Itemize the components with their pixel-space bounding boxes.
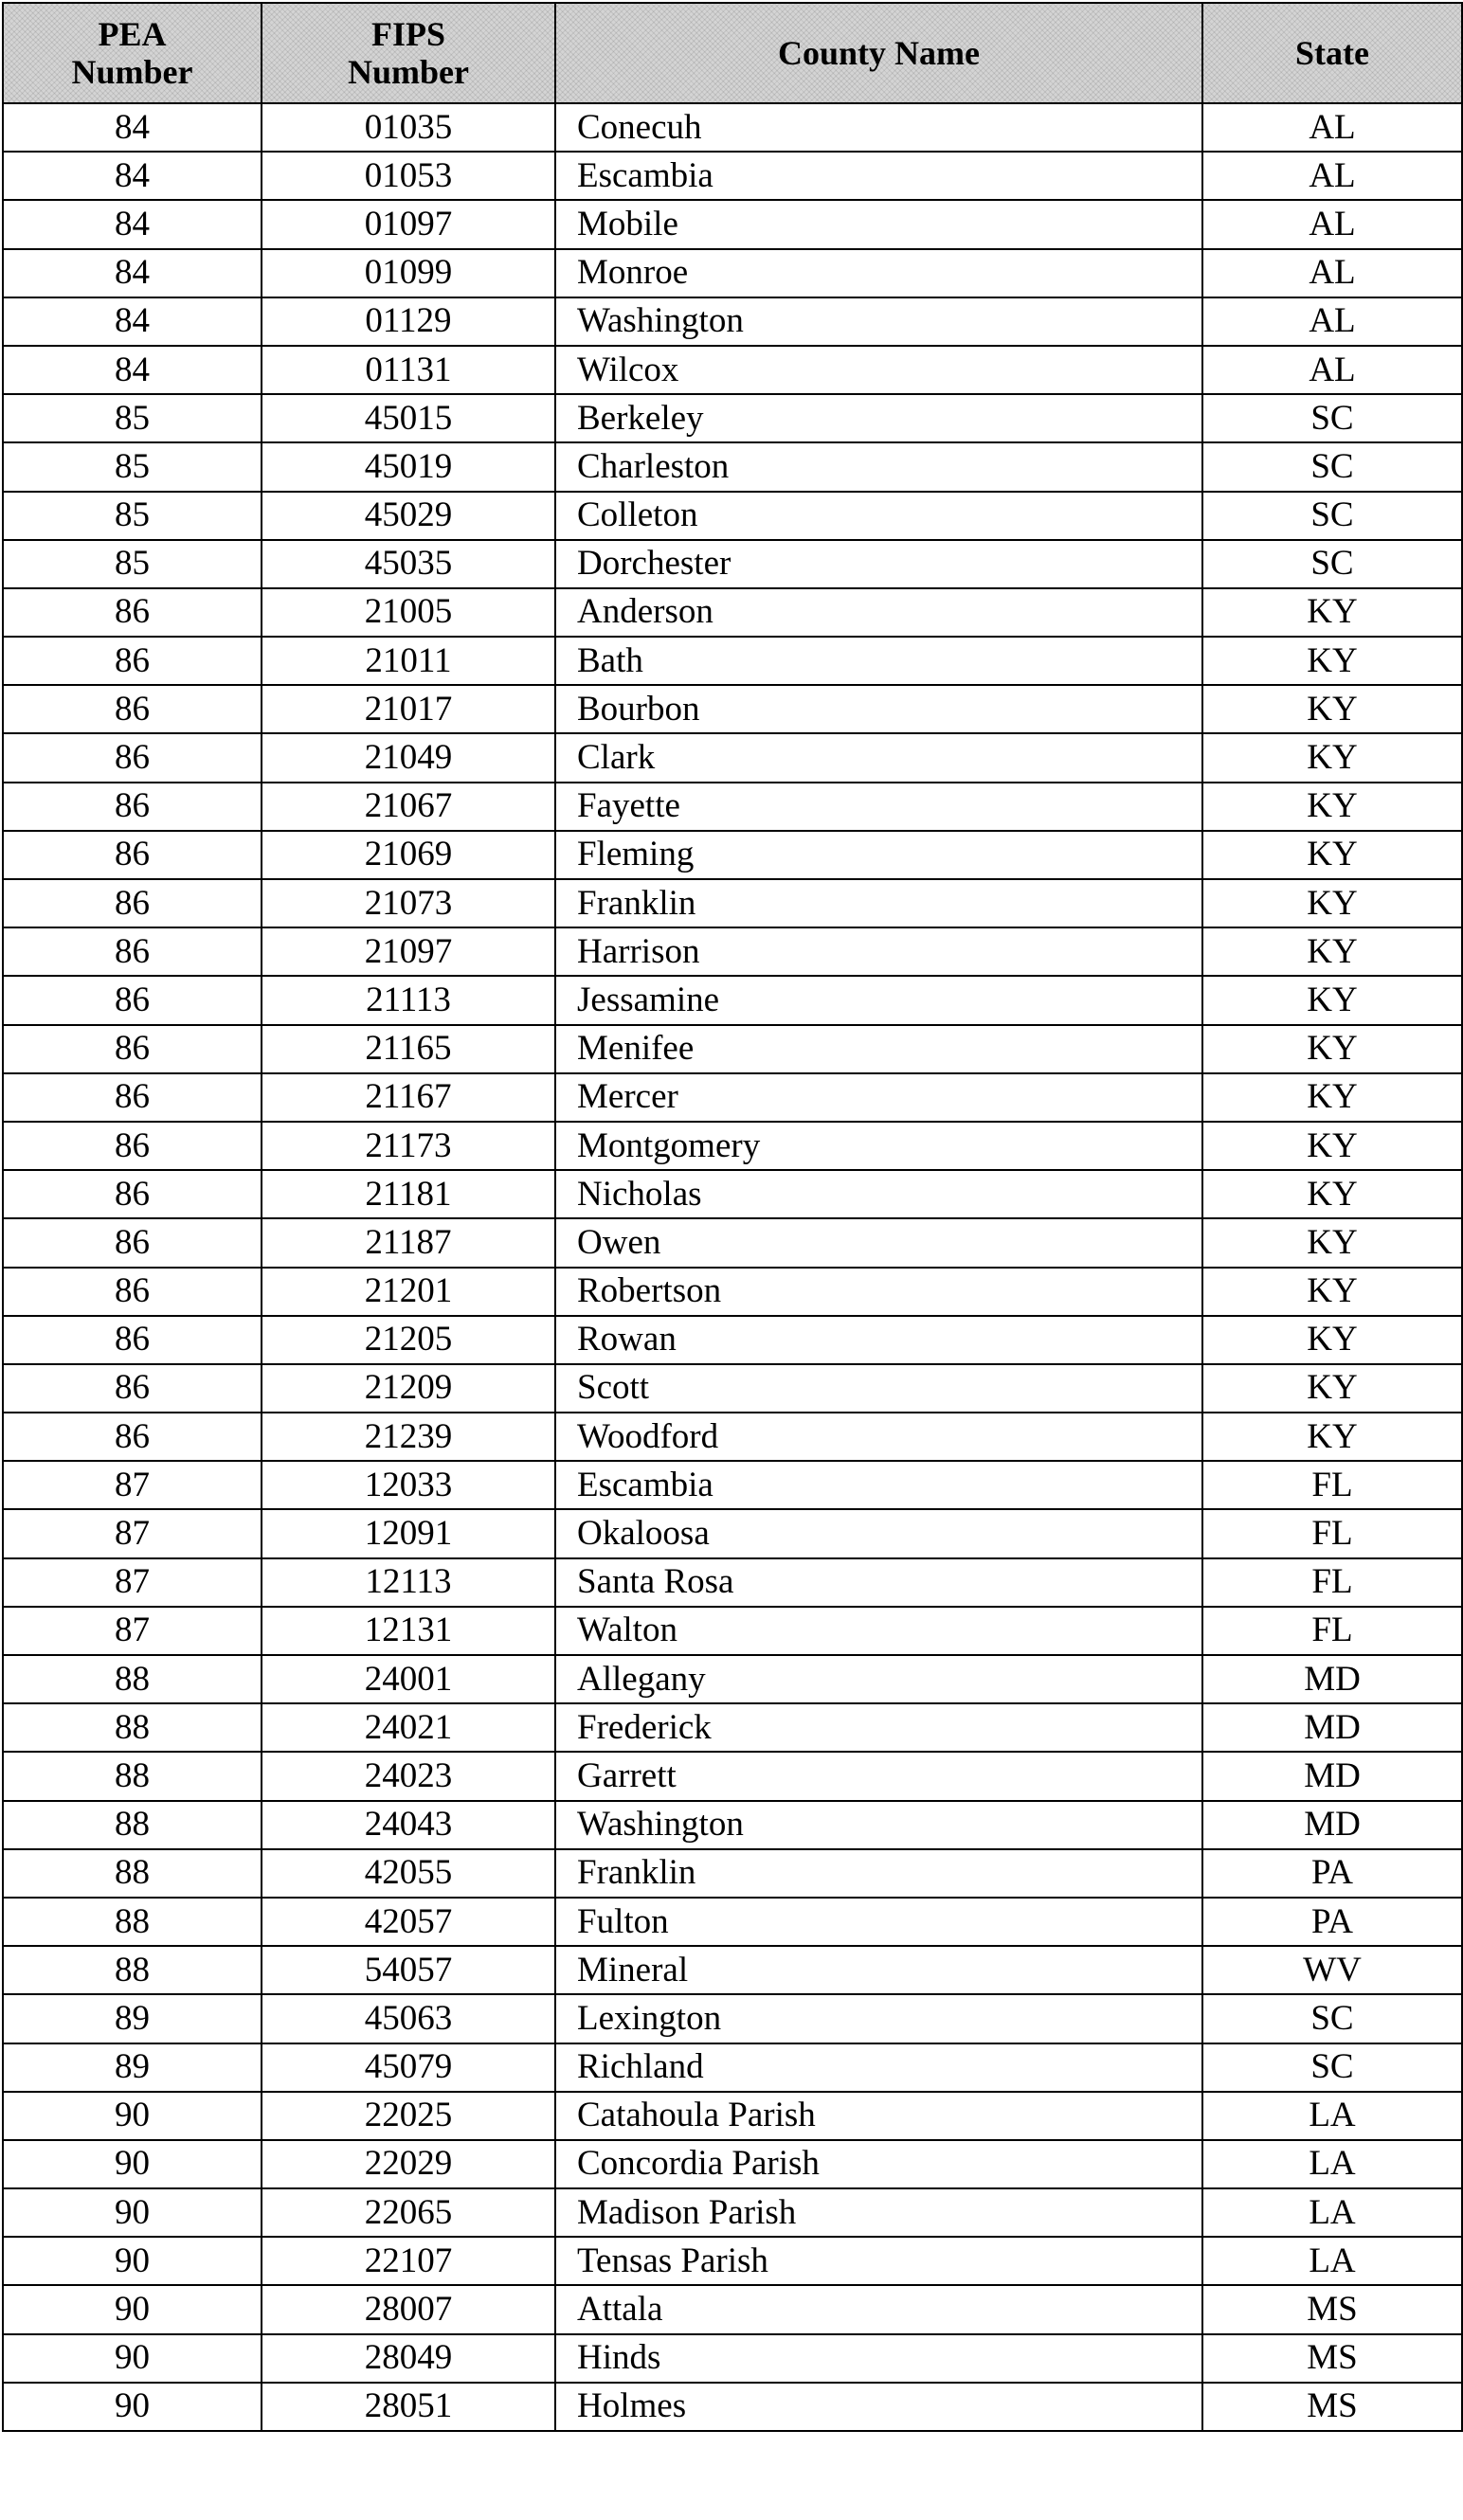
- table-row: [3, 879, 1462, 927]
- header-county-name: County Name: [555, 3, 1202, 103]
- state-cell: MD: [1202, 1801, 1462, 1849]
- state-cell: MD: [1202, 1752, 1462, 1800]
- table-row: [3, 1413, 1462, 1461]
- pea-number-cell: 84: [3, 200, 262, 248]
- county-name-cell: Okaloosa: [555, 1509, 1202, 1557]
- fips-number-cell: 21011: [262, 637, 555, 685]
- county-name-cell: Fulton: [555, 1898, 1202, 1946]
- table-row: [3, 346, 1462, 394]
- pea-number-cell: 85: [3, 540, 262, 588]
- pea-number-cell: 90: [3, 2334, 262, 2383]
- fips-number-cell: 21173: [262, 1122, 555, 1170]
- county-name-cell: Mineral: [555, 1946, 1202, 1994]
- county-name-cell: Franklin: [555, 879, 1202, 927]
- state-cell: KY: [1202, 1218, 1462, 1267]
- pea-number-cell: 84: [3, 249, 262, 297]
- fips-number-cell: 21067: [262, 783, 555, 831]
- county-name-cell: Washington: [555, 297, 1202, 346]
- pea-number-cell: 84: [3, 297, 262, 346]
- fips-number-cell: 45035: [262, 540, 555, 588]
- state-cell: FL: [1202, 1461, 1462, 1509]
- table-header: [3, 3, 1462, 103]
- county-name-cell: Escambia: [555, 152, 1202, 200]
- table-row: [3, 1607, 1462, 1655]
- fips-number-cell: 21187: [262, 1218, 555, 1267]
- fips-number-cell: 24001: [262, 1655, 555, 1703]
- fips-number-cell: 12113: [262, 1558, 555, 1607]
- state-cell: AL: [1202, 297, 1462, 346]
- fips-number-cell: 01097: [262, 200, 555, 248]
- table-row: [3, 442, 1462, 491]
- fips-number-cell: 12091: [262, 1509, 555, 1557]
- fips-number-cell: 45029: [262, 492, 555, 540]
- county-name-cell: Bath: [555, 637, 1202, 685]
- state-cell: FL: [1202, 1558, 1462, 1607]
- table-row: [3, 976, 1462, 1024]
- state-cell: PA: [1202, 1898, 1462, 1946]
- state-cell: KY: [1202, 1170, 1462, 1218]
- state-cell: SC: [1202, 394, 1462, 442]
- county-name-cell: Mobile: [555, 200, 1202, 248]
- state-cell: AL: [1202, 249, 1462, 297]
- pea-number-cell: 85: [3, 492, 262, 540]
- table-row: [3, 588, 1462, 637]
- pea-number-cell: 87: [3, 1558, 262, 1607]
- fips-number-cell: 21201: [262, 1268, 555, 1316]
- fips-number-cell: 21209: [262, 1364, 555, 1413]
- table-row: [3, 2092, 1462, 2140]
- county-name-cell: Colleton: [555, 492, 1202, 540]
- state-cell: KY: [1202, 976, 1462, 1024]
- pea-number-cell: 86: [3, 1073, 262, 1122]
- state-cell: KY: [1202, 1073, 1462, 1122]
- county-name-cell: Mercer: [555, 1073, 1202, 1122]
- county-name-cell: Rowan: [555, 1316, 1202, 1364]
- pea-number-cell: 86: [3, 783, 262, 831]
- state-cell: KY: [1202, 879, 1462, 927]
- county-name-cell: Catahoula Parish: [555, 2092, 1202, 2140]
- fips-number-cell: 01099: [262, 249, 555, 297]
- pea-number-cell: 90: [3, 2188, 262, 2237]
- state-cell: AL: [1202, 103, 1462, 152]
- county-name-cell: Dorchester: [555, 540, 1202, 588]
- state-cell: KY: [1202, 1316, 1462, 1364]
- fips-number-cell: 21167: [262, 1073, 555, 1122]
- state-cell: FL: [1202, 1509, 1462, 1557]
- county-name-cell: Wilcox: [555, 346, 1202, 394]
- fips-number-cell: 01131: [262, 346, 555, 394]
- table-row: [3, 1025, 1462, 1073]
- pea-county-table: [2, 2, 1463, 2432]
- state-cell: KY: [1202, 685, 1462, 733]
- fips-number-cell: 21049: [262, 733, 555, 782]
- county-name-cell: Berkeley: [555, 394, 1202, 442]
- county-name-cell: Franklin: [555, 1849, 1202, 1898]
- state-cell: AL: [1202, 200, 1462, 248]
- state-cell: KY: [1202, 1364, 1462, 1413]
- pea-number-cell: 86: [3, 1364, 262, 1413]
- fips-number-cell: 21113: [262, 976, 555, 1024]
- table-row: [3, 733, 1462, 782]
- pea-number-cell: 86: [3, 637, 262, 685]
- county-name-cell: Attala: [555, 2285, 1202, 2333]
- county-name-cell: Allegany: [555, 1655, 1202, 1703]
- table-row: [3, 2383, 1462, 2431]
- pea-number-cell: 86: [3, 685, 262, 733]
- table-row: [3, 1316, 1462, 1364]
- table-row: [3, 540, 1462, 588]
- table-row: [3, 394, 1462, 442]
- table-row: [3, 1268, 1462, 1316]
- state-cell: LA: [1202, 2140, 1462, 2188]
- header-pea-number: [3, 3, 262, 103]
- table-row: [3, 492, 1462, 540]
- pea-number-cell: 86: [3, 1218, 262, 1267]
- table-row: [3, 1703, 1462, 1752]
- county-name-cell: Conecuh: [555, 103, 1202, 152]
- pea-number-cell: 86: [3, 1413, 262, 1461]
- pea-number-cell: 88: [3, 1703, 262, 1752]
- state-cell: SC: [1202, 492, 1462, 540]
- pea-number-cell: 86: [3, 1122, 262, 1170]
- pea-number-cell: 86: [3, 831, 262, 879]
- pea-number-cell: 88: [3, 1946, 262, 1994]
- table-row: [3, 831, 1462, 879]
- county-name-cell: Escambia: [555, 1461, 1202, 1509]
- pea-number-cell: 88: [3, 1849, 262, 1898]
- fips-number-cell: 21005: [262, 588, 555, 637]
- fips-number-cell: 28049: [262, 2334, 555, 2383]
- county-name-cell: Montgomery: [555, 1122, 1202, 1170]
- fips-number-cell: 45079: [262, 2043, 555, 2092]
- header-fips-line1: FIPS: [370, 15, 445, 53]
- county-name-cell: Bourbon: [555, 685, 1202, 733]
- table-row: [3, 2043, 1462, 2092]
- fips-number-cell: 21097: [262, 927, 555, 976]
- county-name-cell: Anderson: [555, 588, 1202, 637]
- fips-number-cell: 45019: [262, 442, 555, 491]
- state-cell: FL: [1202, 1607, 1462, 1655]
- county-name-cell: Frederick: [555, 1703, 1202, 1752]
- county-name-cell: Garrett: [555, 1752, 1202, 1800]
- state-cell: WV: [1202, 1946, 1462, 1994]
- fips-number-cell: 22065: [262, 2188, 555, 2237]
- state-cell: SC: [1202, 540, 1462, 588]
- pea-number-cell: 90: [3, 2285, 262, 2333]
- state-cell: MD: [1202, 1655, 1462, 1703]
- table-row: [3, 1509, 1462, 1557]
- pea-number-cell: 86: [3, 588, 262, 637]
- state-cell: KY: [1202, 1268, 1462, 1316]
- state-cell: MS: [1202, 2383, 1462, 2431]
- fips-number-cell: 21017: [262, 685, 555, 733]
- county-name-cell: Hinds: [555, 2334, 1202, 2383]
- state-cell: LA: [1202, 2188, 1462, 2237]
- pea-number-cell: 86: [3, 879, 262, 927]
- state-cell: KY: [1202, 1413, 1462, 1461]
- header-fips-line2: Number: [348, 53, 469, 91]
- state-cell: KY: [1202, 783, 1462, 831]
- pea-number-cell: 86: [3, 1268, 262, 1316]
- pea-number-cell: 90: [3, 2383, 262, 2431]
- state-cell: SC: [1202, 2043, 1462, 2092]
- table-row: [3, 249, 1462, 297]
- fips-number-cell: 42057: [262, 1898, 555, 1946]
- state-cell: SC: [1202, 1994, 1462, 2043]
- state-cell: KY: [1202, 831, 1462, 879]
- state-cell: PA: [1202, 1849, 1462, 1898]
- fips-number-cell: 45063: [262, 1994, 555, 2043]
- fips-number-cell: 21165: [262, 1025, 555, 1073]
- county-name-cell: Robertson: [555, 1268, 1202, 1316]
- county-name-cell: Charleston: [555, 442, 1202, 491]
- county-name-cell: Washington: [555, 1801, 1202, 1849]
- fips-number-cell: 01129: [262, 297, 555, 346]
- table-row: [3, 1558, 1462, 1607]
- pea-number-cell: 88: [3, 1655, 262, 1703]
- table-row: [3, 2285, 1462, 2333]
- header-row: [3, 3, 1462, 103]
- pea-number-cell: 85: [3, 394, 262, 442]
- table-row: [3, 637, 1462, 685]
- pea-number-cell: 87: [3, 1607, 262, 1655]
- fips-number-cell: 21239: [262, 1413, 555, 1461]
- county-name-cell: Nicholas: [555, 1170, 1202, 1218]
- header-pea-line2: Number: [71, 53, 193, 91]
- pea-number-cell: 86: [3, 1170, 262, 1218]
- state-cell: SC: [1202, 442, 1462, 491]
- state-cell: MD: [1202, 1703, 1462, 1752]
- pea-number-cell: 90: [3, 2092, 262, 2140]
- fips-number-cell: 22029: [262, 2140, 555, 2188]
- table-row: [3, 1801, 1462, 1849]
- pea-number-cell: 86: [3, 976, 262, 1024]
- table-row: [3, 1946, 1462, 1994]
- table-row: [3, 1122, 1462, 1170]
- pea-number-cell: 89: [3, 1994, 262, 2043]
- table-row: [3, 152, 1462, 200]
- county-name-cell: Walton: [555, 1607, 1202, 1655]
- state-cell: LA: [1202, 2092, 1462, 2140]
- pea-number-cell: 88: [3, 1898, 262, 1946]
- county-name-cell: Santa Rosa: [555, 1558, 1202, 1607]
- fips-number-cell: 12131: [262, 1607, 555, 1655]
- county-name-cell: Holmes: [555, 2383, 1202, 2431]
- fips-number-cell: 12033: [262, 1461, 555, 1509]
- table-body: [3, 103, 1462, 2431]
- table-row: [3, 200, 1462, 248]
- fips-number-cell: 28051: [262, 2383, 555, 2431]
- fips-number-cell: 54057: [262, 1946, 555, 1994]
- county-name-cell: Woodford: [555, 1413, 1202, 1461]
- county-name-cell: Owen: [555, 1218, 1202, 1267]
- pea-number-cell: 90: [3, 2140, 262, 2188]
- pea-number-cell: 84: [3, 103, 262, 152]
- header-pea-line1: PEA: [98, 15, 167, 53]
- table-row: [3, 2237, 1462, 2285]
- table-row: [3, 1218, 1462, 1267]
- pea-number-cell: 87: [3, 1509, 262, 1557]
- county-name-cell: Concordia Parish: [555, 2140, 1202, 2188]
- pea-number-cell: 84: [3, 346, 262, 394]
- table-row: [3, 103, 1462, 152]
- state-cell: KY: [1202, 1025, 1462, 1073]
- pea-number-cell: 88: [3, 1801, 262, 1849]
- pea-number-cell: 89: [3, 2043, 262, 2092]
- pea-number-cell: 88: [3, 1752, 262, 1800]
- state-cell: KY: [1202, 588, 1462, 637]
- state-cell: MS: [1202, 2285, 1462, 2333]
- fips-number-cell: 01053: [262, 152, 555, 200]
- fips-number-cell: 21181: [262, 1170, 555, 1218]
- pea-number-cell: 87: [3, 1461, 262, 1509]
- fips-number-cell: 24021: [262, 1703, 555, 1752]
- state-cell: KY: [1202, 733, 1462, 782]
- fips-number-cell: 22025: [262, 2092, 555, 2140]
- table-row: [3, 2334, 1462, 2383]
- table-row: [3, 2140, 1462, 2188]
- table-row: [3, 1994, 1462, 2043]
- county-name-cell: Madison Parish: [555, 2188, 1202, 2237]
- fips-number-cell: 21069: [262, 831, 555, 879]
- pea-number-cell: 90: [3, 2237, 262, 2285]
- county-name-cell: Clark: [555, 733, 1202, 782]
- state-cell: AL: [1202, 152, 1462, 200]
- table-row: [3, 2188, 1462, 2237]
- header-fips-number: [262, 3, 555, 103]
- table-row: [3, 1364, 1462, 1413]
- county-name-cell: Jessamine: [555, 976, 1202, 1024]
- state-cell: KY: [1202, 927, 1462, 976]
- fips-number-cell: 24023: [262, 1752, 555, 1800]
- pea-number-cell: 86: [3, 733, 262, 782]
- state-cell: LA: [1202, 2237, 1462, 2285]
- fips-number-cell: 45015: [262, 394, 555, 442]
- header-state: State: [1202, 3, 1462, 103]
- table-row: [3, 783, 1462, 831]
- table-row: [3, 1461, 1462, 1509]
- table-row: [3, 297, 1462, 346]
- table-row: [3, 1752, 1462, 1800]
- table-row: [3, 1849, 1462, 1898]
- fips-number-cell: 21205: [262, 1316, 555, 1364]
- state-cell: AL: [1202, 346, 1462, 394]
- county-name-cell: Monroe: [555, 249, 1202, 297]
- county-name-cell: Menifee: [555, 1025, 1202, 1073]
- state-cell: KY: [1202, 637, 1462, 685]
- county-name-cell: Fleming: [555, 831, 1202, 879]
- state-cell: KY: [1202, 1122, 1462, 1170]
- table-row: [3, 1655, 1462, 1703]
- fips-number-cell: 22107: [262, 2237, 555, 2285]
- pea-number-cell: 86: [3, 1025, 262, 1073]
- county-name-cell: Lexington: [555, 1994, 1202, 2043]
- state-cell: MS: [1202, 2334, 1462, 2383]
- county-name-cell: Scott: [555, 1364, 1202, 1413]
- fips-number-cell: 42055: [262, 1849, 555, 1898]
- table-row: [3, 1898, 1462, 1946]
- county-name-cell: Tensas Parish: [555, 2237, 1202, 2285]
- pea-number-cell: 86: [3, 1316, 262, 1364]
- table-row: [3, 1170, 1462, 1218]
- table-row: [3, 685, 1462, 733]
- fips-number-cell: 01035: [262, 103, 555, 152]
- county-name-cell: Harrison: [555, 927, 1202, 976]
- table-row: [3, 927, 1462, 976]
- fips-number-cell: 28007: [262, 2285, 555, 2333]
- table-row: [3, 1073, 1462, 1122]
- pea-number-cell: 86: [3, 927, 262, 976]
- county-name-cell: Fayette: [555, 783, 1202, 831]
- pea-number-cell: 84: [3, 152, 262, 200]
- fips-number-cell: 21073: [262, 879, 555, 927]
- fips-number-cell: 24043: [262, 1801, 555, 1849]
- county-name-cell: Richland: [555, 2043, 1202, 2092]
- pea-number-cell: 85: [3, 442, 262, 491]
